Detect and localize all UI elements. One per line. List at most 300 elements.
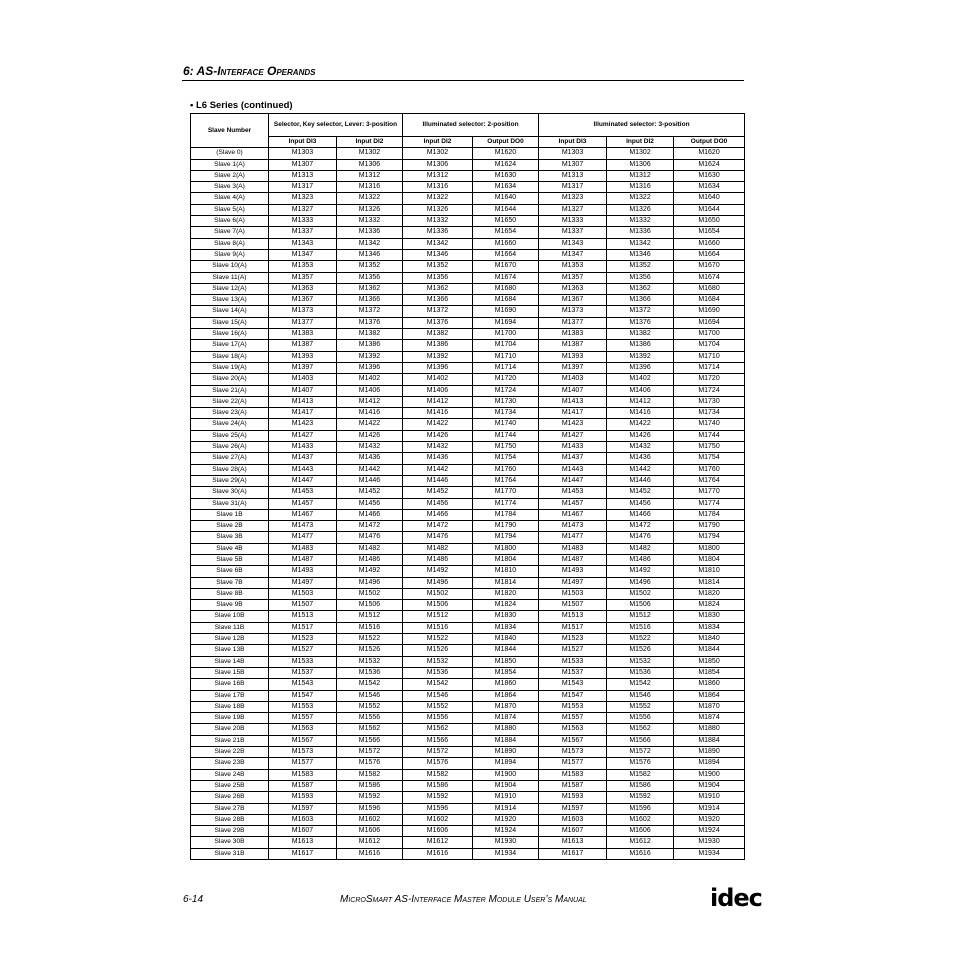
slave-number-cell: Slave 8B <box>191 588 269 599</box>
operand-cell: M1437 <box>539 453 607 464</box>
table-row <box>191 340 745 351</box>
operand-cell: M1824 <box>473 600 539 611</box>
operand-cell: M1432 <box>403 442 473 453</box>
operand-cell: M1366 <box>403 295 473 306</box>
operand-cell: M1674 <box>674 272 745 283</box>
operand-cell: M1482 <box>403 543 473 554</box>
operand-cell: M1416 <box>607 408 674 419</box>
operand-cell: M1562 <box>607 724 674 735</box>
operand-cell: M1854 <box>473 667 539 678</box>
operand-cell: M1572 <box>607 747 674 758</box>
operand-cell: M1366 <box>337 295 403 306</box>
operand-cell: M1630 <box>674 170 745 181</box>
operand-cell: M1512 <box>403 611 473 622</box>
slave-number-cell: Slave 13B <box>191 645 269 656</box>
operand-cell: M1336 <box>337 227 403 238</box>
operand-cell: M1396 <box>337 362 403 373</box>
operand-cell: M1423 <box>539 419 607 430</box>
operand-cell: M1487 <box>269 554 337 565</box>
operand-cell: M1476 <box>607 532 674 543</box>
operand-cell: M1387 <box>269 340 337 351</box>
operand-cell: M1437 <box>269 453 337 464</box>
operand-cell: M1492 <box>607 566 674 577</box>
operand-cell: M1343 <box>269 238 337 249</box>
operand-cell: M1362 <box>607 283 674 294</box>
slave-number-cell: Slave 11B <box>191 622 269 633</box>
operand-cell: M1392 <box>607 351 674 362</box>
operand-cell: M1592 <box>607 792 674 803</box>
operand-cell: M1372 <box>403 306 473 317</box>
table-row <box>191 566 745 577</box>
table-row <box>191 554 745 565</box>
operand-cell: M1547 <box>539 690 607 701</box>
operand-cell: M1327 <box>539 204 607 215</box>
operand-cell: M1483 <box>539 543 607 554</box>
operand-cell: M1517 <box>539 622 607 633</box>
operand-cell: M1924 <box>674 826 745 837</box>
operand-cell: M1586 <box>337 780 403 791</box>
operand-cell: M1606 <box>607 826 674 837</box>
operand-cell: M1356 <box>607 272 674 283</box>
operand-cell: M1586 <box>607 780 674 791</box>
slave-number-cell: Slave 30(A) <box>191 487 269 498</box>
operand-cell: M1346 <box>337 249 403 260</box>
idec-logo: idec <box>710 884 762 912</box>
operand-cell: M1556 <box>403 713 473 724</box>
operand-cell: M1720 <box>674 374 745 385</box>
operand-cell: M1423 <box>269 419 337 430</box>
operand-cell: M1377 <box>269 317 337 328</box>
operand-cell: M1820 <box>674 588 745 599</box>
operand-cell: M1844 <box>473 645 539 656</box>
operand-cell: M1382 <box>403 329 473 340</box>
slave-number-cell: Slave 1B <box>191 509 269 520</box>
operand-cell: M1552 <box>337 701 403 712</box>
slave-number-cell: Slave 17(A) <box>191 340 269 351</box>
table-row <box>191 238 745 249</box>
operand-cell: M1416 <box>337 408 403 419</box>
operand-cell: M1880 <box>674 724 745 735</box>
operand-cell: M1342 <box>607 238 674 249</box>
table-row <box>191 769 745 780</box>
slave-number-cell: Slave 15B <box>191 667 269 678</box>
slave-number-cell: Slave 29B <box>191 826 269 837</box>
operand-cell: M1690 <box>473 306 539 317</box>
operand-cell: M1436 <box>337 453 403 464</box>
column-header: Input DI3 <box>539 137 607 148</box>
slave-number-cell: Slave 15(A) <box>191 317 269 328</box>
operand-cell: M1593 <box>539 792 607 803</box>
operand-cell: M1417 <box>539 408 607 419</box>
slave-number-cell: Slave 10(A) <box>191 261 269 272</box>
table-row <box>191 735 745 746</box>
table-row <box>191 656 745 667</box>
operand-cell: M1482 <box>337 543 403 554</box>
slave-number-cell: Slave 31(A) <box>191 498 269 509</box>
table-row <box>191 204 745 215</box>
column-header: Input DI2 <box>607 137 674 148</box>
operand-cell: M1303 <box>539 148 607 159</box>
operand-cell: M1516 <box>337 622 403 633</box>
operand-cell: M1597 <box>269 803 337 814</box>
operand-cell: M1586 <box>403 780 473 791</box>
table-row <box>191 374 745 385</box>
operand-cell: M1393 <box>269 351 337 362</box>
group-header-illuminated-2pos: Illuminated selector: 2-position <box>403 114 539 137</box>
operand-cell: M1527 <box>269 645 337 656</box>
slave-number-cell: Slave 20B <box>191 724 269 735</box>
operand-cell: M1616 <box>607 848 674 859</box>
table-row <box>191 588 745 599</box>
operand-cell: M1483 <box>269 543 337 554</box>
operand-cell: M1326 <box>403 204 473 215</box>
slave-number-cell: Slave 26(A) <box>191 442 269 453</box>
slave-number-cell: Slave 6(A) <box>191 216 269 227</box>
operand-cell: M1392 <box>403 351 473 362</box>
operand-cell: M1593 <box>269 792 337 803</box>
operand-cell: M1617 <box>269 848 337 859</box>
operand-cell: M1316 <box>403 182 473 193</box>
operand-cell: M1624 <box>473 159 539 170</box>
table-row <box>191 814 745 825</box>
table-row <box>191 295 745 306</box>
operand-cell: M1322 <box>607 193 674 204</box>
slave-number-cell: Slave 4B <box>191 543 269 554</box>
operand-cell: M1432 <box>337 442 403 453</box>
operand-cell: M1492 <box>337 566 403 577</box>
operand-cell: M1393 <box>539 351 607 362</box>
table-row <box>191 747 745 758</box>
operand-cell: M1343 <box>539 238 607 249</box>
operand-cell: M1834 <box>674 622 745 633</box>
operand-cell: M1920 <box>473 814 539 825</box>
operand-cell: M1406 <box>607 385 674 396</box>
operand-cell: M1814 <box>473 577 539 588</box>
table-row <box>191 430 745 441</box>
operand-cell: M1386 <box>403 340 473 351</box>
operand-cell: M1427 <box>269 430 337 441</box>
operand-cell: M1333 <box>539 216 607 227</box>
operand-cell: M1352 <box>403 261 473 272</box>
slave-number-cell: Slave 19B <box>191 713 269 724</box>
operand-cell: M1312 <box>403 170 473 181</box>
header-rule <box>182 80 744 81</box>
operand-cell: M1583 <box>269 769 337 780</box>
operand-cell: M1457 <box>269 498 337 509</box>
slave-number-cell: Slave 9B <box>191 600 269 611</box>
operand-cell: M1492 <box>403 566 473 577</box>
operand-cell: M1573 <box>539 747 607 758</box>
table-row <box>191 419 745 430</box>
operand-cell: M1476 <box>403 532 473 543</box>
table-row <box>191 216 745 227</box>
operand-cell: M1536 <box>607 667 674 678</box>
operand-cell: M1606 <box>337 826 403 837</box>
operand-cell: M1407 <box>269 385 337 396</box>
operand-cell: M1446 <box>607 475 674 486</box>
operand-cell: M1567 <box>269 735 337 746</box>
operand-cell: M1634 <box>674 182 745 193</box>
operand-cell: M1332 <box>607 216 674 227</box>
operand-cell: M1302 <box>403 148 473 159</box>
operand-cell: M1670 <box>674 261 745 272</box>
operand-cell: M1522 <box>607 634 674 645</box>
operand-cell: M1382 <box>337 329 403 340</box>
slave-number-cell: Slave 6B <box>191 566 269 577</box>
operand-cell: M1422 <box>403 419 473 430</box>
operand-cell: M1556 <box>607 713 674 724</box>
operand-cell: M1506 <box>607 600 674 611</box>
operand-cell: M1592 <box>337 792 403 803</box>
operand-cell: M1563 <box>539 724 607 735</box>
operand-cell: M1337 <box>269 227 337 238</box>
operand-cell: M1704 <box>674 340 745 351</box>
operand-cell: M1794 <box>473 532 539 543</box>
operand-cell: M1612 <box>337 837 403 848</box>
operand-cell: M1910 <box>473 792 539 803</box>
operand-cell: M1526 <box>607 645 674 656</box>
operand-cell: M1526 <box>337 645 403 656</box>
operand-cell: M1760 <box>473 464 539 475</box>
operand-cell: M1576 <box>403 758 473 769</box>
table-row <box>191 329 745 340</box>
slave-number-cell: Slave 22(A) <box>191 396 269 407</box>
operand-cell: M1770 <box>674 487 745 498</box>
operand-cell: M1612 <box>607 837 674 848</box>
table-body <box>191 148 745 860</box>
operand-cell: M1654 <box>674 227 745 238</box>
operand-cell: M1446 <box>337 475 403 486</box>
table-row <box>191 317 745 328</box>
slave-number-cell: Slave 10B <box>191 611 269 622</box>
operand-cell: M1453 <box>539 487 607 498</box>
operand-cell: M1513 <box>539 611 607 622</box>
table-row <box>191 396 745 407</box>
operand-cell: M1596 <box>607 803 674 814</box>
operand-cell: M1486 <box>403 554 473 565</box>
operand-cell: M1704 <box>473 340 539 351</box>
operand-cell: M1312 <box>607 170 674 181</box>
operand-cell: M1684 <box>473 295 539 306</box>
operand-cell: M1824 <box>674 600 745 611</box>
slave-number-cell: Slave 17B <box>191 690 269 701</box>
operand-cell: M1860 <box>674 679 745 690</box>
operand-cell: M1336 <box>403 227 473 238</box>
operand-cell: M1457 <box>539 498 607 509</box>
slave-number-cell: Slave 7B <box>191 577 269 588</box>
operand-cell: M1613 <box>539 837 607 848</box>
slave-number-cell: Slave 25B <box>191 780 269 791</box>
operand-cell: M1523 <box>269 634 337 645</box>
operand-cell: M1724 <box>473 385 539 396</box>
operand-cell: M1493 <box>539 566 607 577</box>
operand-cell: M1920 <box>674 814 745 825</box>
slave-number-cell: Slave 7(A) <box>191 227 269 238</box>
operand-cell: M1603 <box>269 814 337 825</box>
operand-cell: M1546 <box>607 690 674 701</box>
operand-cell: M1452 <box>403 487 473 498</box>
table-row <box>191 701 745 712</box>
operand-cell: M1412 <box>403 396 473 407</box>
operand-cell: M1357 <box>539 272 607 283</box>
slave-number-cell: Slave 25(A) <box>191 430 269 441</box>
operand-cell: M1640 <box>674 193 745 204</box>
table-row <box>191 848 745 859</box>
operand-cell: M1496 <box>607 577 674 588</box>
operand-cell: M1674 <box>473 272 539 283</box>
operand-cell: M1332 <box>337 216 403 227</box>
operand-cell: M1840 <box>674 634 745 645</box>
operand-cell: M1810 <box>674 566 745 577</box>
slave-number-cell: Slave 22B <box>191 747 269 758</box>
operand-cell: M1403 <box>269 374 337 385</box>
operand-cell: M1864 <box>473 690 539 701</box>
operand-cell: M1904 <box>473 780 539 791</box>
operand-cell: M1436 <box>403 453 473 464</box>
operand-cell: M1306 <box>337 159 403 170</box>
manual-title: MicroSmart AS-Interface Master Module User’s Manual <box>340 894 587 905</box>
operand-cell: M1373 <box>269 306 337 317</box>
table-row <box>191 577 745 588</box>
operand-cell: M1650 <box>674 216 745 227</box>
operand-cell: M1553 <box>269 701 337 712</box>
operand-cell: M1894 <box>473 758 539 769</box>
operand-cell: M1327 <box>269 204 337 215</box>
operand-cell: M1436 <box>607 453 674 464</box>
operand-cell: M1507 <box>539 600 607 611</box>
operand-cell: M1577 <box>539 758 607 769</box>
operand-cell: M1644 <box>674 204 745 215</box>
operand-cell: M1542 <box>403 679 473 690</box>
operand-cell: M1596 <box>337 803 403 814</box>
slave-number-cell: Slave 23B <box>191 758 269 769</box>
operand-cell: M1583 <box>539 769 607 780</box>
slave-number-cell: Slave 28(A) <box>191 464 269 475</box>
operand-cell: M1402 <box>337 374 403 385</box>
operand-cell: M1396 <box>403 362 473 373</box>
operand-cell: M1472 <box>337 521 403 532</box>
operand-cell: M1924 <box>473 826 539 837</box>
operand-cell: M1502 <box>403 588 473 599</box>
operand-cell: M1616 <box>337 848 403 859</box>
operand-cell: M1874 <box>473 713 539 724</box>
operand-cell: M1820 <box>473 588 539 599</box>
operand-cell: M1613 <box>269 837 337 848</box>
operand-cell: M1367 <box>539 295 607 306</box>
operand-cell: M1306 <box>403 159 473 170</box>
operand-cell: M1322 <box>403 193 473 204</box>
operand-cell: M1794 <box>674 532 745 543</box>
operand-cell: M1342 <box>403 238 473 249</box>
slave-number-cell: Slave 18(A) <box>191 351 269 362</box>
operand-cell: M1572 <box>337 747 403 758</box>
table-row <box>191 306 745 317</box>
operand-cell: M1694 <box>674 317 745 328</box>
operand-cell: M1376 <box>403 317 473 328</box>
operand-cell: M1353 <box>269 261 337 272</box>
operand-cell: M1710 <box>674 351 745 362</box>
table-row <box>191 679 745 690</box>
operand-cell: M1466 <box>607 509 674 520</box>
operand-cell: M1602 <box>403 814 473 825</box>
operand-cell: M1522 <box>337 634 403 645</box>
operand-cell: M1527 <box>539 645 607 656</box>
operand-cell: M1373 <box>539 306 607 317</box>
operand-cell: M1552 <box>607 701 674 712</box>
operand-cell: M1680 <box>674 283 745 294</box>
operand-cell: M1664 <box>473 249 539 260</box>
operand-cell: M1744 <box>473 430 539 441</box>
operand-cell: M1577 <box>269 758 337 769</box>
operand-cell: M1506 <box>337 600 403 611</box>
slave-number-cell: Slave 16(A) <box>191 329 269 340</box>
table-row <box>191 385 745 396</box>
table-row <box>191 351 745 362</box>
operand-cell: M1670 <box>473 261 539 272</box>
operand-cell: M1900 <box>674 769 745 780</box>
operand-cell: M1417 <box>269 408 337 419</box>
slave-number-cell: Slave 31B <box>191 848 269 859</box>
operand-cell: M1363 <box>269 283 337 294</box>
operand-cell: M1890 <box>473 747 539 758</box>
operand-cell: M1764 <box>674 475 745 486</box>
operand-cell: M1533 <box>539 656 607 667</box>
operand-cell: M1814 <box>674 577 745 588</box>
operand-cell: M1616 <box>403 848 473 859</box>
table-row <box>191 634 745 645</box>
table-row <box>191 498 745 509</box>
chapter-title: 6: AS-Interface Operands <box>183 64 316 78</box>
operand-cell: M1382 <box>607 329 674 340</box>
operand-cell: M1326 <box>607 204 674 215</box>
operand-cell: M1840 <box>473 634 539 645</box>
operand-cell: M1397 <box>269 362 337 373</box>
table-row <box>191 690 745 701</box>
operand-cell: M1503 <box>539 588 607 599</box>
operand-cell: M1734 <box>674 408 745 419</box>
table-row <box>191 283 745 294</box>
column-header: Output DO0 <box>473 137 539 148</box>
operand-cell: M1607 <box>269 826 337 837</box>
operand-cell: M1934 <box>674 848 745 859</box>
operand-cell: M1516 <box>607 622 674 633</box>
slave-number-cell: Slave 8(A) <box>191 238 269 249</box>
operand-cell: M1422 <box>607 419 674 430</box>
operand-cell: M1377 <box>539 317 607 328</box>
operand-cell: M1562 <box>403 724 473 735</box>
operand-cell: M1566 <box>403 735 473 746</box>
operand-cell: M1556 <box>337 713 403 724</box>
operand-cell: M1336 <box>607 227 674 238</box>
operand-cell: M1750 <box>674 442 745 453</box>
operand-cell: M1830 <box>674 611 745 622</box>
column-header: Input DI2 <box>337 137 403 148</box>
operand-cell: M1426 <box>403 430 473 441</box>
group-header-illuminated-3pos: Illuminated selector: 3-position <box>539 114 745 137</box>
operand-cell: M1562 <box>337 724 403 735</box>
operand-cell: M1930 <box>473 837 539 848</box>
operand-cell: M1407 <box>539 385 607 396</box>
slave-number-cell: Slave 1(A) <box>191 159 269 170</box>
slave-number-cell: Slave 23(A) <box>191 408 269 419</box>
operand-cell: M1744 <box>674 430 745 441</box>
operand-cell: M1302 <box>607 148 674 159</box>
operand-cell: M1553 <box>539 701 607 712</box>
operand-cell: M1740 <box>674 419 745 430</box>
operand-cell: M1332 <box>403 216 473 227</box>
operand-cell: M1346 <box>607 249 674 260</box>
operand-cell: M1790 <box>473 521 539 532</box>
